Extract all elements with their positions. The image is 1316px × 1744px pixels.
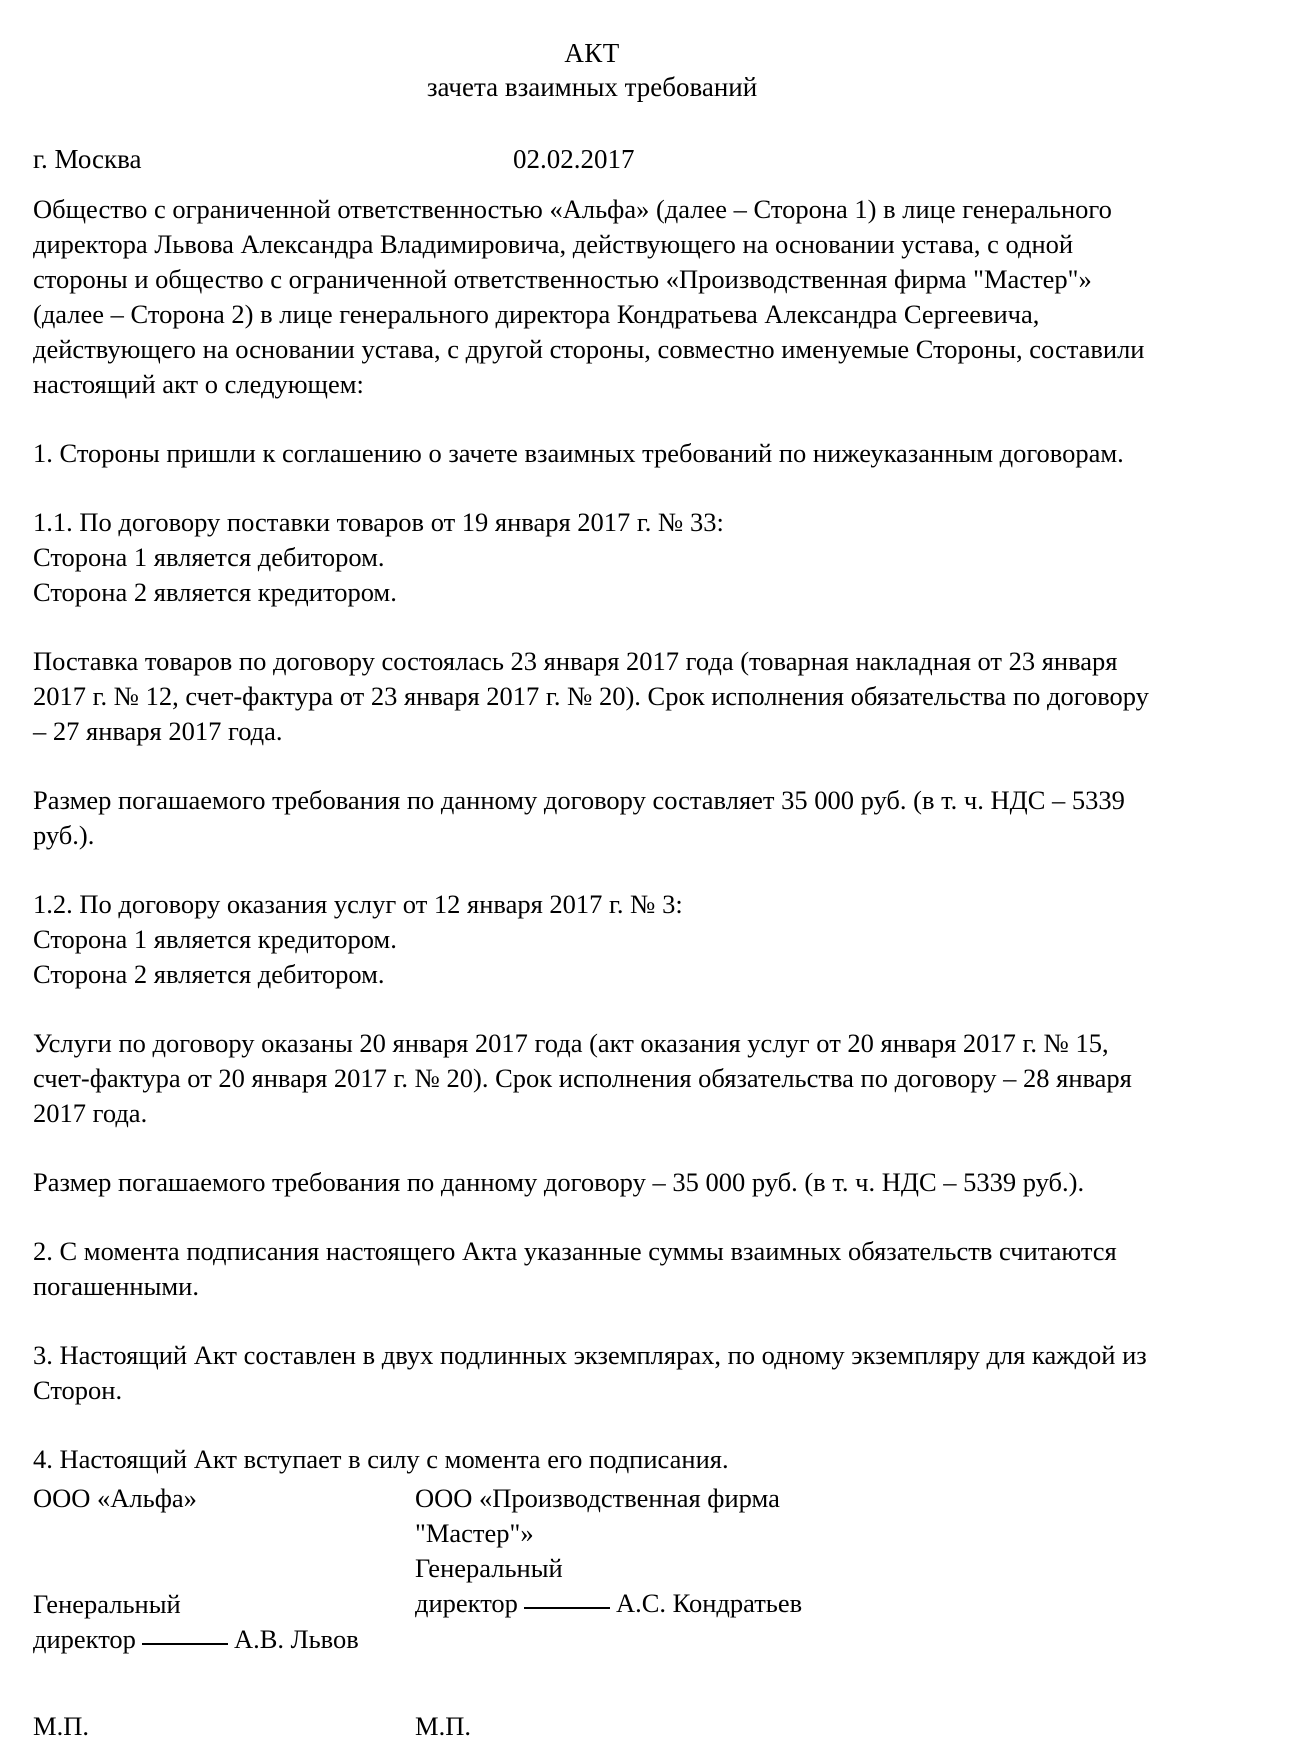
- left-position-line-2: директор: [33, 1624, 136, 1654]
- spacer: [33, 992, 1151, 1026]
- spacer: [33, 1131, 1151, 1165]
- right-organization-name-line-2: "Мастер"»: [415, 1518, 534, 1548]
- document-title-block: [33, 36, 1151, 104]
- clause-2-paragraph: 2. С момента подписания настоящего Акта указанные суммы взаимных обязательств считаются погашенными.: [33, 1236, 1117, 1301]
- clause-3-paragraph-line-1: 3. Настоящий Акт составлен в двух подлинных экземплярах, по одному экземпляру для каждой из: [33, 1340, 1147, 1370]
- right-signature-row: [415, 1586, 1151, 1621]
- left-signature-rule[interactable]: [142, 1643, 228, 1645]
- seal-column-left: [33, 1657, 415, 1744]
- spacer: [33, 1408, 1151, 1442]
- clause-1-1-heading: 1.1. По договору поставки товаров от 19 января 2017 г. № 33:: [33, 507, 724, 537]
- signature-column-left: [33, 1481, 415, 1516]
- preamble-paragraph: Общество с ограниченной ответственностью «Альфа» (далее – Сторона 1) в лице генерального директора Львова Александра Владимировича, действующего на основании устава, с одной стороны и общество с ограниченной ответственностью «Производственная фирма "Мастер"» (далее – Сторона 2) в лице генерального директора Кондратьева Александра Сергеевича, действующего на основании устава, с другой стороны, совместно именуемые Стороны, составили настоящий акт о следующем:: [33, 194, 1145, 399]
- right-signature-rule[interactable]: [524, 1607, 610, 1609]
- seal-column-right: [415, 1657, 1151, 1744]
- spacer: [33, 610, 1151, 644]
- spacer: [33, 471, 1151, 505]
- spacer: [33, 1304, 1151, 1338]
- right-position-line-2: директор: [415, 1588, 518, 1618]
- document-title: АКТ: [564, 38, 620, 68]
- clause-4-paragraph: 4. Настоящий Акт вступает в силу с момента его подписания.: [33, 1444, 729, 1474]
- clause-1-2-details: Услуги по договору оказаны 20 января 2017 года (акт оказания услуг от 20 января 2017 г. № 15, счет-фактура от 20 января 2017 г. № 20). Срок исполнения обязательства по договору – 28 января 2017 года.: [33, 1028, 1132, 1128]
- signature-organizations-row: [33, 1481, 1151, 1551]
- right-organization-name: ООО «Производственная фирма: [415, 1483, 780, 1513]
- signature-seals-row: [33, 1657, 1151, 1744]
- clause-1-1-party-1: Сторона 1 является дебитором.: [33, 542, 385, 572]
- clause-1-2-party-2: Сторона 2 является дебитором.: [33, 959, 385, 989]
- spacer: [33, 176, 1151, 192]
- right-seal-mark: М.П.: [415, 1711, 471, 1741]
- clause-1-1-amount: Размер погашаемого требования по данному договору составляет 35 000 руб. (в т. ч. НДС – 5339 руб.).: [33, 785, 1125, 850]
- spacer: [33, 749, 1151, 783]
- place-and-date-row: [33, 142, 1151, 176]
- spacer: [33, 1551, 415, 1587]
- signature-column-right: [415, 1481, 1151, 1551]
- document-subtitle: зачета взаимных требований: [426, 72, 758, 102]
- clause-1-2-amount: Размер погашаемого требования по данному договору – 35 000 руб. (в т. ч. НДС – 5339 руб.).: [33, 1167, 1085, 1197]
- right-signer-name: А.С. Кондратьев: [615, 1588, 803, 1618]
- spacer: [33, 1200, 1151, 1234]
- clause-1-1-details: Поставка товаров по договору состоялась 23 января 2017 года (товарная накладная от 23 января 2017 г. № 12, счет-фактура от 23 января 2017 г. № 20). Срок исполнения обязательства по договору – 27 января 2017 года.: [33, 646, 1149, 746]
- right-position-line-1: Генеральный: [415, 1553, 563, 1583]
- clause-1-2-heading: 1.2. По договору оказания услуг от 12 января 2017 г. № 3:: [33, 889, 683, 919]
- clause-3-paragraph-line-2: Сторон.: [33, 1375, 123, 1405]
- signature-position-left: [33, 1551, 415, 1657]
- signature-positions-row: [33, 1551, 1151, 1657]
- clause-1-1-party-2: Сторона 2 является кредитором.: [33, 577, 397, 607]
- clause-1-paragraph: 1. Стороны пришли к соглашению о зачете взаимных требований по нижеуказанным договорам.: [33, 438, 1124, 468]
- spacer: [415, 1657, 1151, 1709]
- spacer: [33, 402, 1151, 436]
- city-label: г. Москва: [33, 144, 142, 174]
- signature-position-right: [415, 1551, 1151, 1621]
- signature-block: [33, 1481, 1151, 1744]
- spacer: [33, 853, 1151, 887]
- left-seal-mark: М.П.: [33, 1711, 89, 1741]
- document-date: 02.02.2017: [513, 144, 635, 174]
- left-organization-name: ООО «Альфа»: [33, 1483, 197, 1513]
- spacer: [33, 1657, 415, 1709]
- left-position-line-1: Генеральный: [33, 1589, 181, 1619]
- left-signature-row: [33, 1622, 415, 1657]
- left-signer-name: А.В. Львов: [233, 1624, 359, 1654]
- clause-1-2-party-1: Сторона 1 является кредитором.: [33, 924, 397, 954]
